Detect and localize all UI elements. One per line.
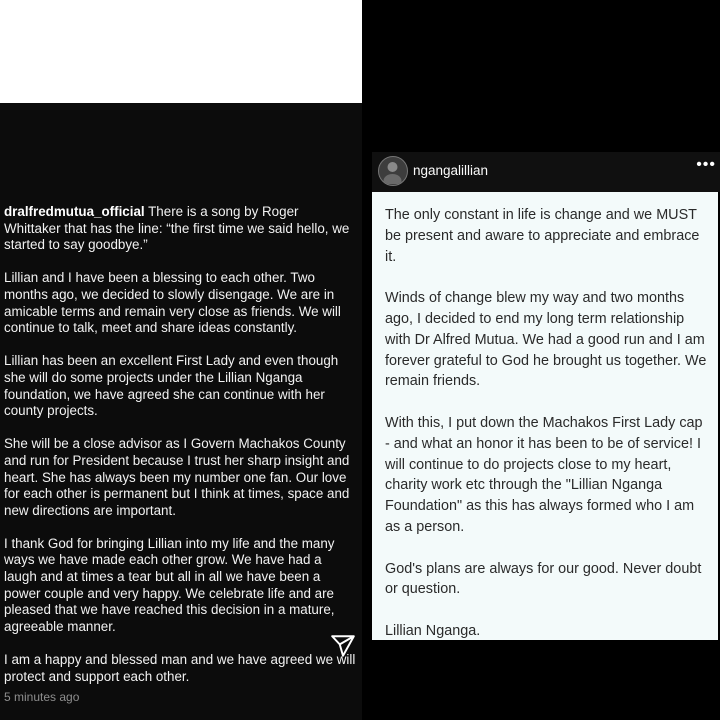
panel-divider <box>362 0 372 720</box>
right-post-panel <box>372 0 720 720</box>
top-white-area <box>0 0 362 103</box>
paper-plane-icon[interactable] <box>330 633 356 659</box>
left-post-caption <box>4 204 356 685</box>
statement-signature: Lillian Nganga. <box>385 622 481 639</box>
statement-paragraph: Winds of change blew my way and two months ago, I decided to end my long term relationship with Dr Alfred Mutua. We had a good run and I am forever grateful to God he brought us together. We remain friends. <box>385 290 707 390</box>
caption-paragraph: She will be a close advisor as I Govern Machakos County and run for President because I trust her sharp insight and heart. She has always been my number one fan. Our love for each other is permanent but I think at times, space and new directions are important. <box>4 436 350 518</box>
caption-paragraph: Lillian and I have been a blessing to each other. Two months ago, we decided to slowly disengage. We are in amicable terms and remain very close as friends. We will continue to talk, meet and share ideas constantly. <box>4 270 341 336</box>
post-header <box>372 152 720 192</box>
statement-paragraph: God's plans are always for our good. Never doubt or question. <box>385 560 702 598</box>
left-post-username[interactable]: dralfredmutua_official <box>4 204 145 219</box>
more-options-icon[interactable]: ••• <box>696 156 716 173</box>
left-post-panel <box>0 103 362 720</box>
statement-paragraph: The only constant in life is change and we MUST be present and aware to appreciate and embrace it. <box>385 207 700 265</box>
post-image-card <box>372 192 718 640</box>
caption-paragraph: I thank God for bringing Lillian into my life and the many ways we have made each other grow. We have had a laugh and at times a tear but all in all we have been a power couple and very happy. We celebrate life and are pleased that we have reached this decision in a mature, agreeable manner. <box>4 535 335 634</box>
caption-paragraph: I am a happy and blessed man and we have agreed we will protect and support each other. <box>4 652 356 684</box>
post-timestamp: 5 minutes ago <box>4 690 80 704</box>
avatar-silhouette <box>379 157 406 184</box>
right-post-username[interactable]: ngangalillian <box>413 163 489 178</box>
post-image-text <box>385 205 710 642</box>
caption-text: There is a song by Roger Whittaker that has the line: “the first time we said hello, we started to say goodbye.” <box>4 204 350 253</box>
avatar[interactable] <box>378 156 408 186</box>
caption-paragraph: Lillian has been an excellent First Lady and even though she will do some projects under the Lillian Nganga foundation, we have agreed she can continue with her county projects. <box>4 353 339 419</box>
statement-paragraph: With this, I put down the Machakos First Lady cap - and what an honor it has been to be of service! I will continue to do projects close to my heart, charity work etc through the "Lillian Nganga Foundation" as this has always formed who I am as a person. <box>385 414 703 535</box>
caption-paragraph <box>4 204 356 254</box>
